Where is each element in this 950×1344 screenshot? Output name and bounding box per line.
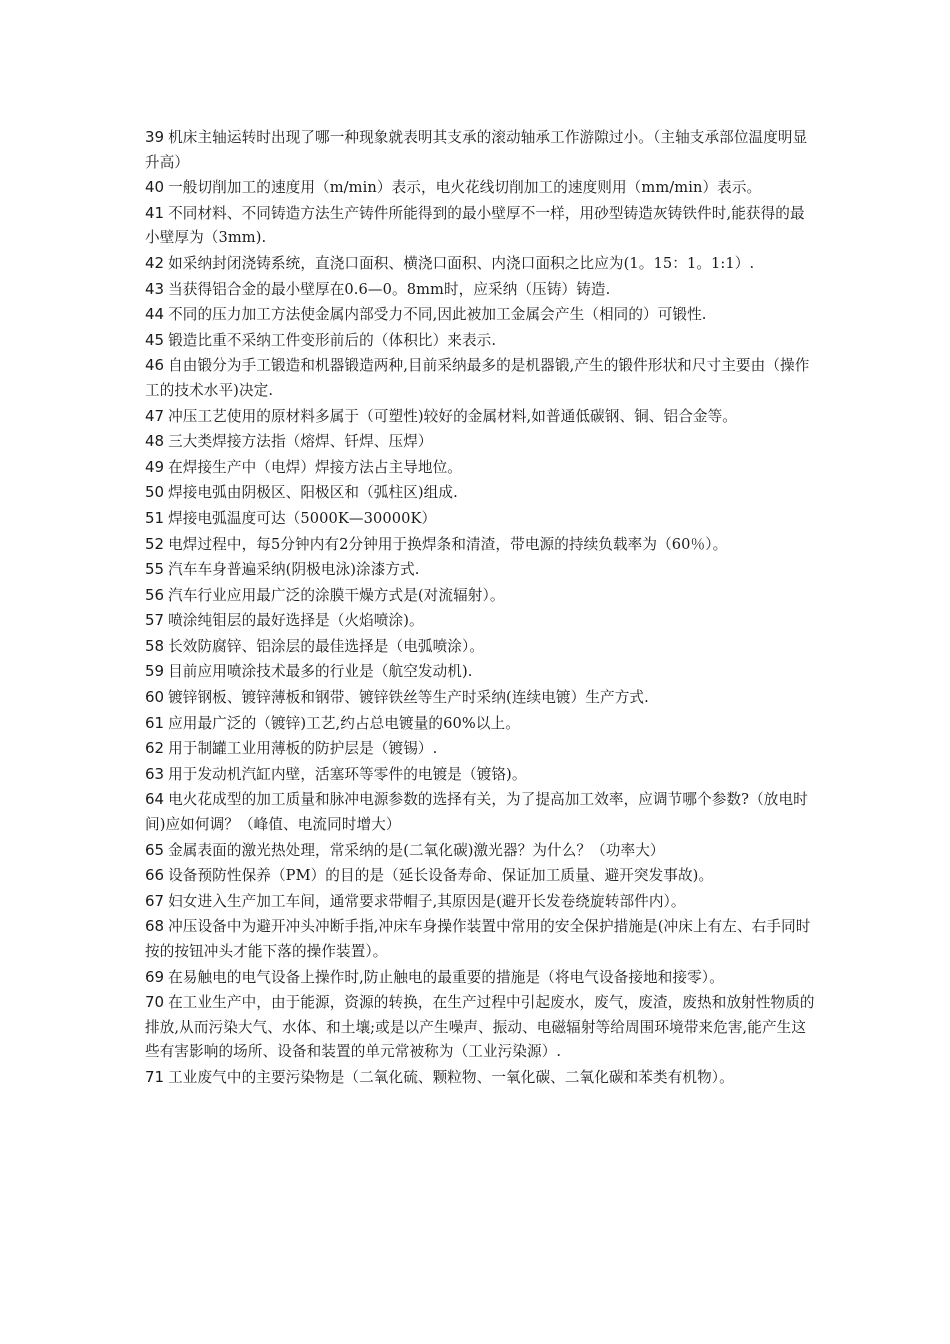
item-number: 46 — [145, 356, 165, 375]
item-text: 焊接电弧温度可达（5000K—30000K） — [168, 509, 437, 527]
list-item — [145, 506, 815, 532]
list-item — [145, 863, 815, 889]
item-text: 冲压设备中为避开冲头冲断手指,冲床车身操作装置中常用的安全保护措施是(冲床上有左、右手同时按的按钮冲头才能下落的操作装置）。 — [145, 918, 811, 960]
item-text: 用于发动机汽缸内壁，活塞环等零件的电镀是（镀铬)。 — [168, 765, 527, 783]
item-text: 一般切削加工的速度用（m/min）表示，电火花线切削加工的速度则用（mm/min）表示。 — [168, 179, 762, 197]
item-number: 58 — [145, 636, 165, 655]
item-text: 焊接电弧由阴极区、阳极区和（弧柱区)组成. — [168, 484, 458, 502]
list-item — [145, 762, 815, 788]
item-number: 64 — [145, 790, 165, 809]
item-text: 目前应用喷涂技术最多的行业是（航空发动机). — [168, 663, 473, 681]
item-number: 71 — [145, 1067, 165, 1086]
list-item — [145, 353, 815, 403]
item-number: 43 — [145, 279, 165, 298]
item-number: 47 — [145, 406, 165, 425]
item-text: 冲压工艺使用的原材料多属于（可塑性)较好的金属材料,如普通低碳钢、铜、铝合金等。 — [168, 407, 737, 425]
item-number: 62 — [145, 739, 165, 758]
list-item — [145, 711, 815, 737]
list-item — [145, 1065, 815, 1091]
item-number: 45 — [145, 330, 165, 349]
item-text: 当获得铝合金的最小壁厚在0.6—0。8mm时，应采纳（压铸）铸造. — [168, 280, 611, 298]
list-item — [145, 455, 815, 481]
item-number: 68 — [145, 917, 165, 936]
item-number: 52 — [145, 534, 165, 553]
item-text: 长效防腐锌、铝涂层的最佳选择是（电弧喷涂）。 — [168, 637, 485, 655]
item-text: 机床主轴运转时出现了哪一种现象就表明其支承的滚动轴承工作游隙过小。（主轴支承部位温度明显升高） — [145, 129, 808, 171]
list-item — [145, 634, 815, 660]
item-text: 在工业生产中，由于能源，资源的转换，在生产过程中引起废水，废气，废渣，废热和放射性物质的排放,从而污染大气、水体、和土壤;或是以产生噪声、振动、电磁辐射等给周围环境带来危害,能产生这些有害影响的场所、设备和装置的单元常被称为（工业污染源）. — [145, 994, 815, 1061]
item-number: 44 — [145, 305, 165, 324]
item-number: 56 — [145, 585, 165, 604]
list-item — [145, 685, 815, 711]
list-item — [145, 965, 815, 991]
item-number: 69 — [145, 967, 165, 986]
item-number: 59 — [145, 662, 165, 681]
list-item — [145, 328, 815, 354]
list-item — [145, 889, 815, 915]
list-item — [145, 125, 815, 175]
item-text: 不同材料、不同铸造方法生产铸件所能得到的最小壁厚不一样，用砂型铸造灰铸铁件时,能获得的最小壁厚为（3mm). — [145, 204, 805, 247]
list-item — [145, 302, 815, 328]
item-number: 48 — [145, 432, 165, 451]
item-number: 39 — [145, 128, 165, 146]
item-text: 锻造比重不采纳工件变形前后的（体积比）来表示. — [168, 331, 497, 349]
item-number: 66 — [145, 866, 165, 885]
item-text: 喷涂纯钼层的最好选择是（火焰喷涂)。 — [168, 612, 424, 630]
list-item — [145, 838, 815, 864]
item-text: 电焊过程中，每5分钟内有2分钟用于换焊条和清渣，带电源的持续负载率为（60％）。 — [168, 535, 728, 553]
item-text: 应用最广泛的（镀锌)工艺,约占总电镀量的60%以上。 — [168, 714, 520, 732]
item-number: 49 — [145, 457, 165, 476]
item-number: 42 — [145, 253, 165, 272]
item-text: 不同的压力加工方法使金属内部受力不同,因此被加工金属会产生（相同的）可锻性. — [168, 306, 707, 324]
list-item — [145, 277, 815, 303]
list-item — [145, 736, 815, 762]
document-body — [145, 125, 815, 1091]
list-item — [145, 608, 815, 634]
item-number: 60 — [145, 688, 165, 707]
item-number: 65 — [145, 840, 165, 859]
item-number: 41 — [145, 203, 165, 222]
list-item — [145, 175, 815, 201]
item-text: 妇女进入生产加工车间，通常要求带帽子,其原因是(避开长发卷绕旋转部件内）。 — [168, 892, 686, 910]
list-item — [145, 659, 815, 685]
list-item — [145, 787, 815, 837]
item-number: 57 — [145, 611, 165, 630]
list-item — [145, 557, 815, 583]
list-item — [145, 251, 815, 277]
list-item — [145, 532, 815, 558]
item-number: 67 — [145, 891, 165, 910]
item-number: 61 — [145, 713, 165, 732]
item-text: 在焊接生产中（电焊）焊接方法占主导地位。 — [168, 458, 462, 476]
list-item — [145, 914, 815, 964]
item-number: 70 — [145, 993, 165, 1012]
item-text: 金属表面的激光热处理，常采纳的是(二氧化碳)激光器？为什么？（功率大） — [168, 841, 665, 859]
item-number: 51 — [145, 508, 165, 527]
list-item — [145, 201, 815, 251]
list-item — [145, 480, 815, 506]
item-text: 设备预防性保养（PM）的目的是（延长设备寿命、保证加工质量、避开突发事故)。 — [168, 867, 714, 885]
list-item — [145, 583, 815, 609]
item-number: 40 — [145, 178, 165, 197]
list-item — [145, 404, 815, 430]
item-text: 镀锌钢板、镀锌薄板和钢带、镀锌铁丝等生产时采纳(连续电镀）生产方式. — [168, 689, 649, 707]
item-text: 如采纳封闭浇铸系统，直浇口面积、横浇口面积、内浇口面积之比应为(1。15：1。1:1）. — [168, 254, 755, 272]
list-item — [145, 429, 815, 455]
item-text: 用于制罐工业用薄板的防护层是（镀锡）. — [168, 740, 438, 758]
item-text: 工业废气中的主要污染物是（二氧化硫、颗粒物、一氧化碳、二氧化碳和苯类有机物）。 — [168, 1068, 734, 1086]
item-text: 汽车行业应用最广泛的涂膜干燥方式是(对流辐射）。 — [168, 586, 505, 604]
item-number: 55 — [145, 560, 165, 579]
item-number: 50 — [145, 483, 165, 502]
item-text: 电火花成型的加工质量和脉冲电源参数的选择有关，为了提高加工效率，应调节哪个参数?（放电时间)应如何调？（峰值、电流同时增大） — [145, 791, 808, 834]
item-text: 三大类焊接方法指（熔焊、钎焊、压焊） — [168, 433, 433, 451]
list-item — [145, 990, 815, 1065]
item-text: 在易触电的电气设备上操作时,防止触电的最重要的措施是（将电气设备接地和接零）。 — [168, 968, 724, 986]
item-number: 63 — [145, 764, 165, 783]
item-text: 汽车车身普遍采纳(阴极电泳)涂漆方式. — [168, 561, 420, 579]
item-text: 自由锻分为手工锻造和机器锻造两种,目前采纳最多的是机器锻,产生的锻件形状和尺寸主要由（操作工的技术水平)决定. — [145, 357, 810, 399]
